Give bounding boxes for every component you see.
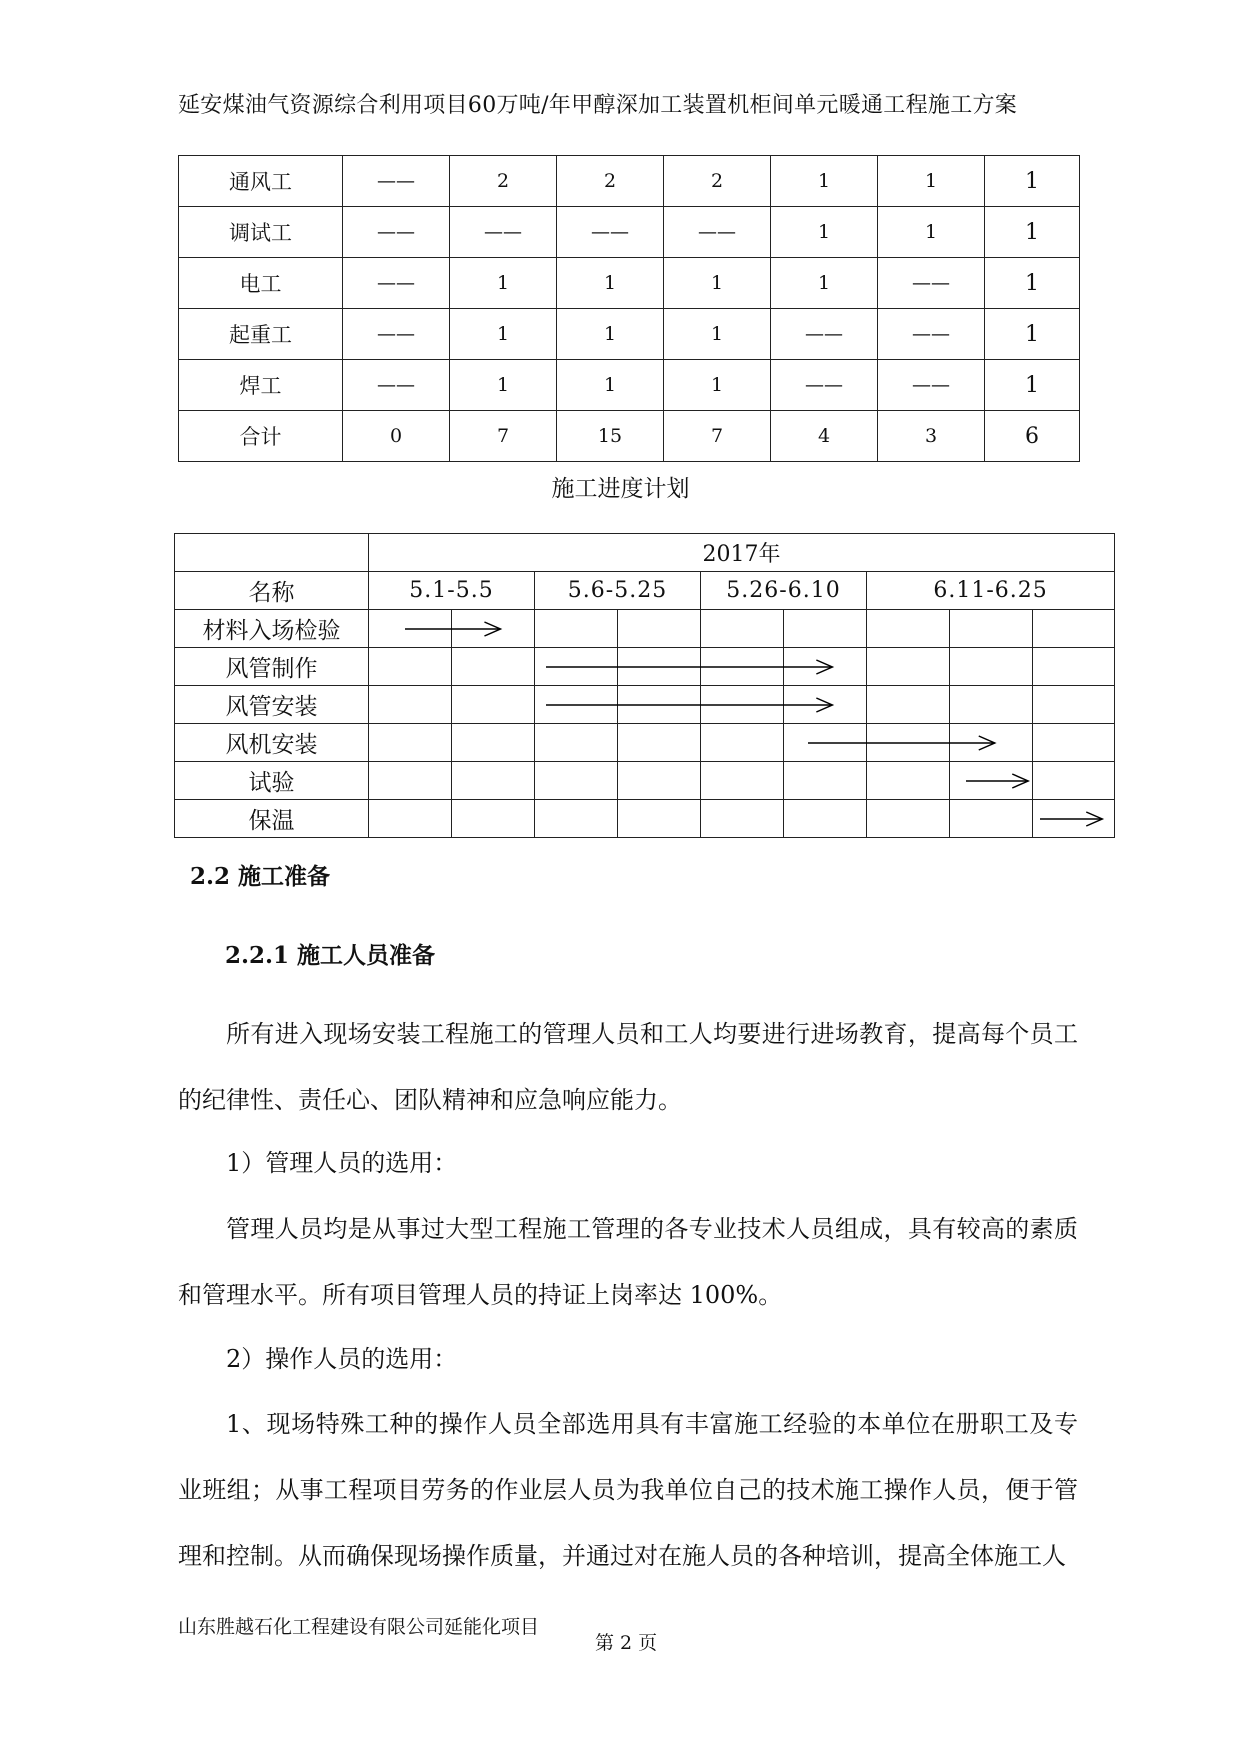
schedule-cell: [867, 648, 950, 686]
schedule-cell: [618, 610, 701, 648]
staff-count: 2: [450, 156, 557, 207]
staff-row: [179, 411, 1080, 462]
schedule-cell: [452, 686, 535, 724]
staff-count: 4: [771, 411, 878, 462]
staff-count: ——: [878, 360, 985, 411]
schedule-cell: [369, 648, 452, 686]
schedule-arrow: [1038, 809, 1104, 829]
staff-row: [179, 309, 1080, 360]
schedule-cell: [618, 800, 701, 838]
staff-count: 1: [664, 258, 771, 309]
staff-count: ——: [343, 360, 450, 411]
paragraph-management-heading: 1）管理人员的选用：: [226, 1149, 458, 1177]
schedule-task-name: 风管制作: [175, 648, 369, 686]
schedule-arrow: [964, 771, 1030, 791]
staff-count: 1: [557, 258, 664, 309]
schedule-cell: [452, 648, 535, 686]
schedule-cell: [535, 800, 618, 838]
paragraph-operators-heading: 2）操作人员的选用：: [226, 1345, 458, 1373]
staff-count: 1: [557, 360, 664, 411]
section-heading-2-2-1: 2.2.1 施工人员准备: [225, 942, 436, 969]
schedule-cell: [867, 800, 950, 838]
staff-role: 电工: [179, 258, 343, 309]
schedule-cell: [369, 762, 452, 800]
staff-role: 起重工: [179, 309, 343, 360]
schedule-title: 施工进度计划: [551, 476, 690, 502]
staff-count: 1: [771, 207, 878, 258]
schedule-task-name: 材料入场检验: [175, 610, 369, 648]
schedule-cell: [1033, 610, 1115, 648]
staff-count: 1: [450, 309, 557, 360]
staff-count: ——: [450, 207, 557, 258]
schedule-cell: [535, 610, 618, 648]
staff-count: 1: [985, 309, 1080, 360]
staff-table: [178, 155, 1080, 462]
schedule-cell: [701, 800, 784, 838]
paragraph-management: 管理人员均是从事过大型工程施工管理的各专业技术人员组成，具有较高的素质和管理水平。所有项目管理人员的持证上岗率达 100%。: [178, 1215, 1078, 1309]
staff-count: 1: [771, 258, 878, 309]
schedule-arrow: [806, 733, 997, 753]
schedule-cell: [535, 762, 618, 800]
staff-count: 2: [664, 156, 771, 207]
staff-count: 1: [878, 156, 985, 207]
schedule-cell: [950, 648, 1033, 686]
schedule-period-2: 5.6-5.25: [535, 572, 701, 610]
schedule-period-1: 5.1-5.5: [369, 572, 535, 610]
staff-count: 2: [557, 156, 664, 207]
staff-role: 焊工: [179, 360, 343, 411]
schedule-cell: [701, 724, 784, 762]
schedule-arrow: [544, 695, 834, 715]
schedule-cell: [452, 762, 535, 800]
staff-count: 0: [343, 411, 450, 462]
schedule-cell: [701, 610, 784, 648]
paragraph-intro: 所有进入现场安装工程施工的管理人员和工人均要进行进场教育，提高每个员工的纪律性、责任心、团队精神和应急响应能力。: [178, 1020, 1078, 1114]
staff-count: 1: [450, 360, 557, 411]
schedule-corner-cell: [175, 534, 369, 572]
staff-count: 1: [557, 309, 664, 360]
schedule-period-4: 6.11-6.25: [867, 572, 1115, 610]
staff-count: 1: [985, 360, 1080, 411]
staff-count: ——: [878, 258, 985, 309]
staff-count: ——: [878, 309, 985, 360]
staff-count: 1: [664, 360, 771, 411]
staff-count: ——: [771, 309, 878, 360]
schedule-cell: [1033, 724, 1115, 762]
schedule-task-row: [175, 610, 1115, 648]
schedule-cell: [784, 762, 867, 800]
staff-row: [179, 207, 1080, 258]
staff-count: ——: [771, 360, 878, 411]
staff-count: 7: [664, 411, 771, 462]
schedule-cell: [867, 686, 950, 724]
schedule-cell: [452, 800, 535, 838]
section-heading-2-2: 2.2 施工准备: [190, 863, 331, 890]
staff-count: 3: [878, 411, 985, 462]
schedule-cell: [701, 762, 784, 800]
staff-count: 15: [557, 411, 664, 462]
staff-role: 调试工: [179, 207, 343, 258]
schedule-task-name: 试验: [175, 762, 369, 800]
schedule-cell: [950, 610, 1033, 648]
staff-row: [179, 360, 1080, 411]
schedule-year: 2017年: [369, 534, 1115, 572]
staff-count: 1: [771, 156, 878, 207]
staff-count: 1: [878, 207, 985, 258]
staff-count: 1: [450, 258, 557, 309]
staff-count: 7: [450, 411, 557, 462]
schedule-table: [174, 533, 1115, 838]
paragraph-operators: 1、现场特殊工种的操作人员全部选用具有丰富施工经验的本单位在册职工及专业班组；从事工程项目劳务的作业层人员为我单位自己的技术施工操作人员，便于管理和控制。从而确保现场操作质量，并通过对在施人员的各种培训，提高全体施工人: [178, 1410, 1078, 1570]
staff-count: 1: [664, 309, 771, 360]
staff-count: ——: [343, 309, 450, 360]
schedule-task-name: 风机安装: [175, 724, 369, 762]
schedule-cell: [950, 686, 1033, 724]
schedule-cell: [618, 724, 701, 762]
schedule-cell: [784, 800, 867, 838]
schedule-cell: [950, 800, 1033, 838]
staff-row: [179, 156, 1080, 207]
schedule-cell: [1033, 762, 1115, 800]
schedule-cell: [535, 724, 618, 762]
schedule-task-name: 风管安装: [175, 686, 369, 724]
staff-row: [179, 258, 1080, 309]
schedule-arrow: [403, 619, 502, 639]
schedule-year-row: [175, 534, 1115, 572]
schedule-task-row: [175, 800, 1115, 838]
schedule-cell: [1033, 648, 1115, 686]
staff-count: ——: [343, 156, 450, 207]
schedule-cell: [369, 724, 452, 762]
schedule-cell: [1033, 686, 1115, 724]
staff-count: ——: [343, 258, 450, 309]
staff-count: 1: [985, 207, 1080, 258]
staff-count: 1: [985, 156, 1080, 207]
schedule-period-3: 5.26-6.10: [701, 572, 867, 610]
staff-count: ——: [557, 207, 664, 258]
staff-count: 1: [985, 258, 1080, 309]
schedule-task-name: 保温: [175, 800, 369, 838]
staff-role: 通风工: [179, 156, 343, 207]
schedule-cell: [867, 610, 950, 648]
schedule-cell: [618, 762, 701, 800]
schedule-cell: [867, 762, 950, 800]
schedule-cell: [369, 800, 452, 838]
schedule-cell: [784, 610, 867, 648]
staff-count: ——: [664, 207, 771, 258]
document-header: 延安煤油气资源综合利用项目60万吨/年甲醇深加工装置机柜间单元暖通工程施工方案: [178, 93, 1018, 118]
staff-count: 6: [985, 411, 1080, 462]
schedule-cell: [369, 686, 452, 724]
staff-count: ——: [343, 207, 450, 258]
schedule-cell: [452, 724, 535, 762]
footer-company: 山东胜越石化工程建设有限公司延能化项目: [178, 1616, 540, 1638]
schedule-arrow: [544, 657, 834, 677]
footer-page-number: 第 2 页: [595, 1632, 658, 1654]
schedule-header-row: [175, 572, 1115, 610]
schedule-name-header: 名称: [175, 572, 369, 610]
staff-role: 合计: [179, 411, 343, 462]
